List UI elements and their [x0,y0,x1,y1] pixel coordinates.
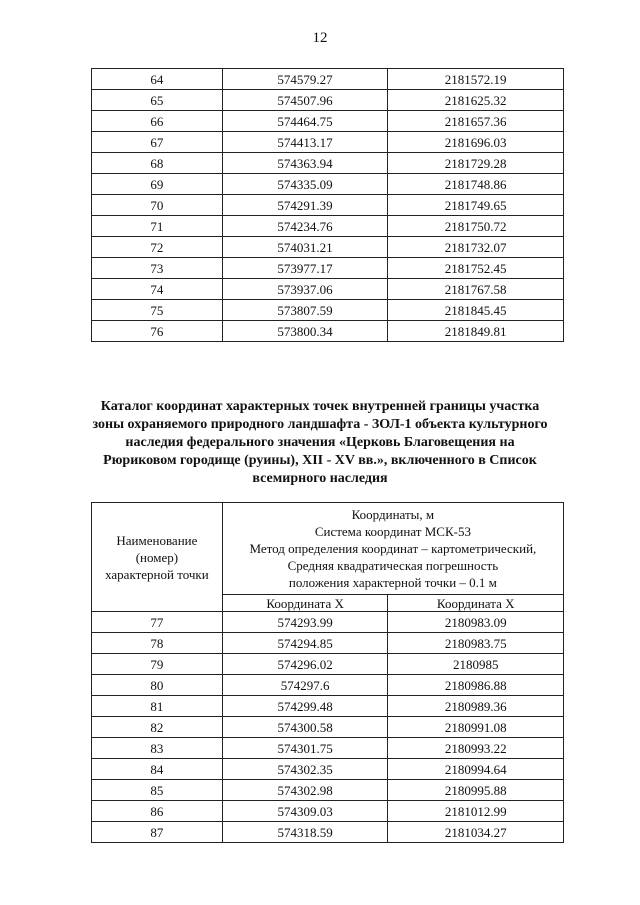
coordinates-table-bottom [91,502,564,843]
point-number-cell: 79 [92,654,223,675]
point-number-cell: 74 [92,279,223,300]
coord-x-cell: 574296.02 [222,654,388,675]
header-coord-x: Координата X [222,595,388,612]
header-coordinates [222,503,563,595]
table-row [92,801,564,822]
coord-y-cell: 2180994.64 [388,759,564,780]
header-name-line: Наименование [116,532,198,548]
coord-y-cell: 2181625.32 [388,90,564,111]
point-number-cell: 72 [92,237,223,258]
header-name-line: характерной точки [105,566,209,582]
table-row [92,237,564,258]
header-coords-line: Метод определения координат – картометрический, [249,541,537,556]
table-row [92,822,564,843]
coord-x-cell: 574363.94 [222,153,388,174]
point-number-cell: 85 [92,780,223,801]
point-number-cell: 84 [92,759,223,780]
point-number-cell: 70 [92,195,223,216]
point-number-cell: 81 [92,696,223,717]
table-row [92,69,564,90]
header-coords-line: Система координат МСК-53 [314,524,471,539]
coord-y-cell: 2181752.45 [388,258,564,279]
point-number-cell: 82 [92,717,223,738]
coord-y-cell: 2180989.36 [388,696,564,717]
table-row [92,321,564,342]
coord-y-cell: 2181729.28 [388,153,564,174]
coord-x-cell: 574579.27 [222,69,388,90]
coord-x-cell: 574309.03 [222,801,388,822]
coord-x-cell: 574464.75 [222,111,388,132]
coord-x-cell: 574302.98 [222,780,388,801]
coord-y-cell: 2181849.81 [388,321,564,342]
point-number-cell: 77 [92,612,223,633]
table-row [92,633,564,654]
point-number-cell: 67 [92,132,223,153]
table-row [92,132,564,153]
table-row [92,759,564,780]
point-number-cell: 76 [92,321,223,342]
table-row [92,216,564,237]
point-number-cell: 65 [92,90,223,111]
coord-y-cell: 2180986.88 [388,675,564,696]
coord-y-cell: 2180991.08 [388,717,564,738]
table-row [92,258,564,279]
header-coord-y: Координата X [388,595,564,612]
coord-x-cell: 574335.09 [222,174,388,195]
table-row [92,90,564,111]
catalog-title [70,398,570,488]
coord-y-cell: 2180983.09 [388,612,564,633]
point-number-cell: 78 [92,633,223,654]
coord-x-cell: 574299.48 [222,696,388,717]
coord-x-cell: 574413.17 [222,132,388,153]
point-number-cell: 83 [92,738,223,759]
header-point-name [92,503,223,612]
point-number-cell: 66 [92,111,223,132]
coord-x-cell: 574301.75 [222,738,388,759]
coordinates-table-top [91,68,564,342]
coord-y-cell: 2180985 [388,654,564,675]
coord-x-cell: 574297.6 [222,675,388,696]
coord-x-cell: 574302.35 [222,759,388,780]
coord-x-cell: 573977.17 [222,258,388,279]
coord-y-cell: 2180983.75 [388,633,564,654]
coord-y-cell: 2181750.72 [388,216,564,237]
point-number-cell: 64 [92,69,223,90]
coord-x-cell: 574031.21 [222,237,388,258]
coord-y-cell: 2181696.03 [388,132,564,153]
point-number-cell: 69 [92,174,223,195]
point-number-cell: 80 [92,675,223,696]
table-bottom-body [92,612,564,843]
table-top-body [92,69,564,342]
catalog-title-line: наследия федерального значения «Церковь Благовещения на [125,435,515,450]
table-row [92,780,564,801]
table-row [92,111,564,132]
table-row [92,675,564,696]
coord-x-cell: 574294.85 [222,633,388,654]
coord-x-cell: 573937.06 [222,279,388,300]
point-number-cell: 75 [92,300,223,321]
header-name-line: (номер) [135,549,179,565]
table-row [92,696,564,717]
table-row [92,300,564,321]
coord-x-cell: 574291.39 [222,195,388,216]
coord-x-cell: 573800.34 [222,321,388,342]
table-row [92,612,564,633]
point-number-cell: 71 [92,216,223,237]
table-row [92,279,564,300]
coord-y-cell: 2181657.36 [388,111,564,132]
coord-x-cell: 574507.96 [222,90,388,111]
coord-x-cell: 574293.99 [222,612,388,633]
table-row [92,195,564,216]
table-row [92,174,564,195]
catalog-title-line: Рюриковом городище (руины), XII - XV вв.», включенного в Список [103,453,537,468]
point-number-cell: 73 [92,258,223,279]
header-coords-line: Координаты, м [351,507,435,522]
coord-y-cell: 2181749.65 [388,195,564,216]
coord-x-cell: 574234.76 [222,216,388,237]
coord-x-cell: 573807.59 [222,300,388,321]
coord-x-cell: 574318.59 [222,822,388,843]
table-row [92,153,564,174]
header-coords-line: Средняя квадратическая погрешность [287,558,499,573]
catalog-title-line: Каталог координат характерных точек внутренней границы участка [100,399,540,414]
catalog-title-line: всемирного наследия [252,471,388,486]
table-bottom-header [92,503,564,612]
coord-x-cell: 574300.58 [222,717,388,738]
point-number-cell: 86 [92,801,223,822]
coord-y-cell: 2181034.27 [388,822,564,843]
coord-y-cell: 2181732.07 [388,237,564,258]
table-row [92,654,564,675]
table-row [92,738,564,759]
page-number: 12 [312,30,328,46]
coord-y-cell: 2181767.58 [388,279,564,300]
coord-y-cell: 2180995.88 [388,780,564,801]
point-number-cell: 68 [92,153,223,174]
point-number-cell: 87 [92,822,223,843]
coord-y-cell: 2181748.86 [388,174,564,195]
coord-y-cell: 2181572.19 [388,69,564,90]
coord-y-cell: 2181012.99 [388,801,564,822]
header-row [92,503,564,595]
coord-y-cell: 2181845.45 [388,300,564,321]
header-coords-line: положения характерной точки – 0.1 м [288,575,497,590]
catalog-title-line: зоны охраняемого природного ландшафта - ЗОЛ-1 объекта культурного [92,417,548,432]
table-row [92,717,564,738]
coord-y-cell: 2180993.22 [388,738,564,759]
